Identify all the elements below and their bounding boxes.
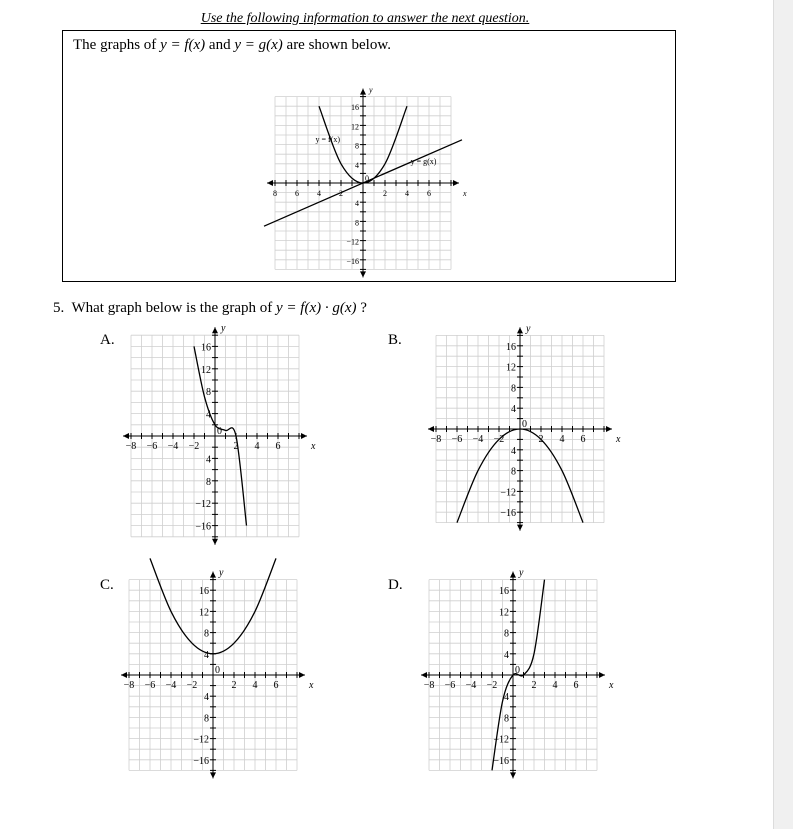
x-tick-label: 4 xyxy=(559,434,565,445)
x-axis-label: x xyxy=(311,441,316,452)
y-tick-label: 8 xyxy=(355,218,359,228)
x-tick-label: −8 xyxy=(125,441,137,452)
option-d-graph[interactable] xyxy=(423,567,640,778)
y-tick-label: −16 xyxy=(346,256,359,266)
y-tick-label: 8 xyxy=(355,141,359,151)
option-d-label[interactable]: D. xyxy=(388,577,403,593)
x-tick-label: 2 xyxy=(231,680,237,691)
y-tick-label: 8 xyxy=(206,387,211,399)
x-tick-label: −2 xyxy=(486,680,498,691)
x-tick-label: −8 xyxy=(423,680,435,691)
option-a-label[interactable]: A. xyxy=(100,332,115,348)
y-tick-label: −16 xyxy=(195,521,211,533)
x-tick-label: −6 xyxy=(444,680,456,691)
option-a-graph[interactable] xyxy=(115,323,330,542)
x-axis-left-arrow xyxy=(267,180,273,186)
x-axis-left-arrow xyxy=(428,426,434,432)
option-c-label[interactable]: C. xyxy=(100,577,114,593)
y-tick-label: 4 xyxy=(511,445,516,457)
y-tick-label: −12 xyxy=(500,487,516,499)
x-axis-right-arrow xyxy=(299,672,305,678)
f-series-label: y = f(x) xyxy=(315,135,341,145)
x-tick-label: −4 xyxy=(465,680,477,691)
x-tick-label: 8 xyxy=(273,189,277,198)
x-axis-right-arrow xyxy=(301,433,307,439)
y-tick-label: −12 xyxy=(493,734,509,746)
vertical-scrollbar[interactable] xyxy=(773,0,793,829)
y-tick-label: 8 xyxy=(204,713,209,725)
y-tick-label: −12 xyxy=(193,734,209,746)
y-axis-label: y xyxy=(219,567,224,579)
y-tick-label: 12 xyxy=(201,364,211,376)
origin-label: 0 xyxy=(365,174,369,183)
y-tick-label: −12 xyxy=(346,237,359,247)
x-axis-right-arrow xyxy=(453,180,459,186)
y-tick-label: 4 xyxy=(504,649,509,661)
x-tick-label: −8 xyxy=(123,680,135,691)
question-5 xyxy=(53,300,367,317)
y-tick-label: 8 xyxy=(511,383,516,395)
y-axis-down-arrow xyxy=(212,539,218,545)
x-axis-label: x xyxy=(609,680,614,691)
y-tick-label: 4 xyxy=(204,692,209,704)
y-axis-label: y xyxy=(221,323,226,335)
option-b-graph[interactable] xyxy=(422,323,637,530)
x-tick-label: 6 xyxy=(580,434,586,445)
y-axis-up-arrow xyxy=(212,327,218,333)
y-tick-label: 4 xyxy=(206,409,211,421)
y-tick-label: 12 xyxy=(199,607,209,619)
equation-f: y = f(x) xyxy=(160,37,206,53)
given-graphs xyxy=(258,70,468,266)
x-axis-label: x xyxy=(463,189,467,198)
x-axis-left-arrow xyxy=(123,433,129,439)
x-tick-label: 2 xyxy=(339,189,343,198)
x-tick-label: 6 xyxy=(573,680,579,691)
y-tick-label: 8 xyxy=(511,466,516,478)
origin-label: 0 xyxy=(215,665,220,676)
y-tick-label: 16 xyxy=(199,586,209,598)
y-tick-label: 8 xyxy=(204,628,209,640)
y-tick-label: 16 xyxy=(506,341,516,353)
info-text xyxy=(73,37,391,54)
y-axis-label: y xyxy=(369,85,373,95)
y-tick-label: 4 xyxy=(511,404,516,416)
y-tick-label: 8 xyxy=(504,628,509,640)
y-axis-up-arrow xyxy=(510,572,516,578)
y-tick-label: 4 xyxy=(355,160,359,170)
y-axis-up-arrow xyxy=(360,89,366,95)
y-axis-label: y xyxy=(526,323,531,335)
y-tick-label: −12 xyxy=(195,499,211,511)
y-tick-label: 12 xyxy=(351,122,359,132)
y-tick-label: 4 xyxy=(504,692,509,704)
x-tick-label: −4 xyxy=(472,434,484,445)
question-prefix: What graph below is the graph of xyxy=(71,300,277,316)
x-axis-label: x xyxy=(616,434,621,445)
x-tick-label: −2 xyxy=(188,441,200,452)
x-tick-label: −2 xyxy=(493,434,505,445)
equation-g: y = g(x) xyxy=(234,37,283,53)
y-axis-label: y xyxy=(519,567,524,579)
option-c-graph[interactable] xyxy=(112,567,327,778)
y-tick-label: 8 xyxy=(206,476,211,488)
question-expression: y = f(x) · g(x) xyxy=(276,300,357,316)
x-tick-label: −8 xyxy=(430,434,442,445)
y-tick-label: −16 xyxy=(500,508,516,520)
x-tick-label: −4 xyxy=(167,441,179,452)
x-tick-label: 2 xyxy=(538,434,544,445)
x-axis-left-arrow xyxy=(421,672,427,678)
option-b-label[interactable]: B. xyxy=(388,332,402,348)
x-axis-right-arrow xyxy=(599,672,605,678)
x-tick-label: 4 xyxy=(552,680,558,691)
y-tick-label: −16 xyxy=(193,755,209,767)
y-tick-label: 8 xyxy=(504,713,509,725)
y-tick-label: 16 xyxy=(351,103,359,113)
y-axis-up-arrow xyxy=(517,327,523,333)
x-tick-label: 2 xyxy=(383,189,387,198)
y-axis-up-arrow xyxy=(210,572,216,578)
x-tick-label: 2 xyxy=(531,680,537,691)
y-axis-down-arrow xyxy=(210,772,216,778)
info-text-and: and xyxy=(205,37,235,53)
y-tick-label: 4 xyxy=(355,199,359,209)
y-tick-label: 16 xyxy=(499,586,509,598)
intro-instruction: Use the following information to answer the next question. xyxy=(200,11,530,26)
x-tick-label: 2 xyxy=(233,441,239,452)
y-tick-label: 12 xyxy=(506,362,516,374)
y-axis-down-arrow xyxy=(517,525,523,531)
x-tick-label: 4 xyxy=(252,680,258,691)
x-tick-label: −6 xyxy=(146,441,158,452)
y-tick-label: 16 xyxy=(201,342,211,354)
y-tick-label: 4 xyxy=(206,454,211,466)
x-tick-label: −6 xyxy=(451,434,463,445)
x-axis-label: x xyxy=(309,680,314,691)
y-axis-down-arrow xyxy=(510,772,516,778)
x-axis-right-arrow xyxy=(606,426,612,432)
x-tick-label: 4 xyxy=(317,189,321,198)
question-suffix: ? xyxy=(356,300,367,316)
info-text-suffix: are shown below. xyxy=(282,37,391,53)
g-series-label: y = g(x) xyxy=(410,156,437,166)
x-tick-label: 6 xyxy=(275,441,281,452)
x-tick-label: 6 xyxy=(427,189,431,198)
y-tick-label: 4 xyxy=(204,649,209,661)
x-tick-label: −2 xyxy=(186,680,198,691)
x-tick-label: 6 xyxy=(295,189,299,198)
x-tick-label: 4 xyxy=(254,441,260,452)
y-tick-label: 12 xyxy=(499,607,509,619)
x-tick-label: 6 xyxy=(273,680,279,691)
y-tick-label: −16 xyxy=(493,755,509,767)
question-number: 5. xyxy=(53,300,65,316)
x-tick-label: 4 xyxy=(405,189,409,198)
origin-label: 0 xyxy=(217,426,222,437)
origin-label: 0 xyxy=(515,665,520,676)
x-tick-label: −4 xyxy=(165,680,177,691)
x-axis-left-arrow xyxy=(121,672,127,678)
x-tick-label: −6 xyxy=(144,680,156,691)
origin-label: 0 xyxy=(522,419,527,430)
info-text-prefix: The graphs of xyxy=(73,37,161,53)
